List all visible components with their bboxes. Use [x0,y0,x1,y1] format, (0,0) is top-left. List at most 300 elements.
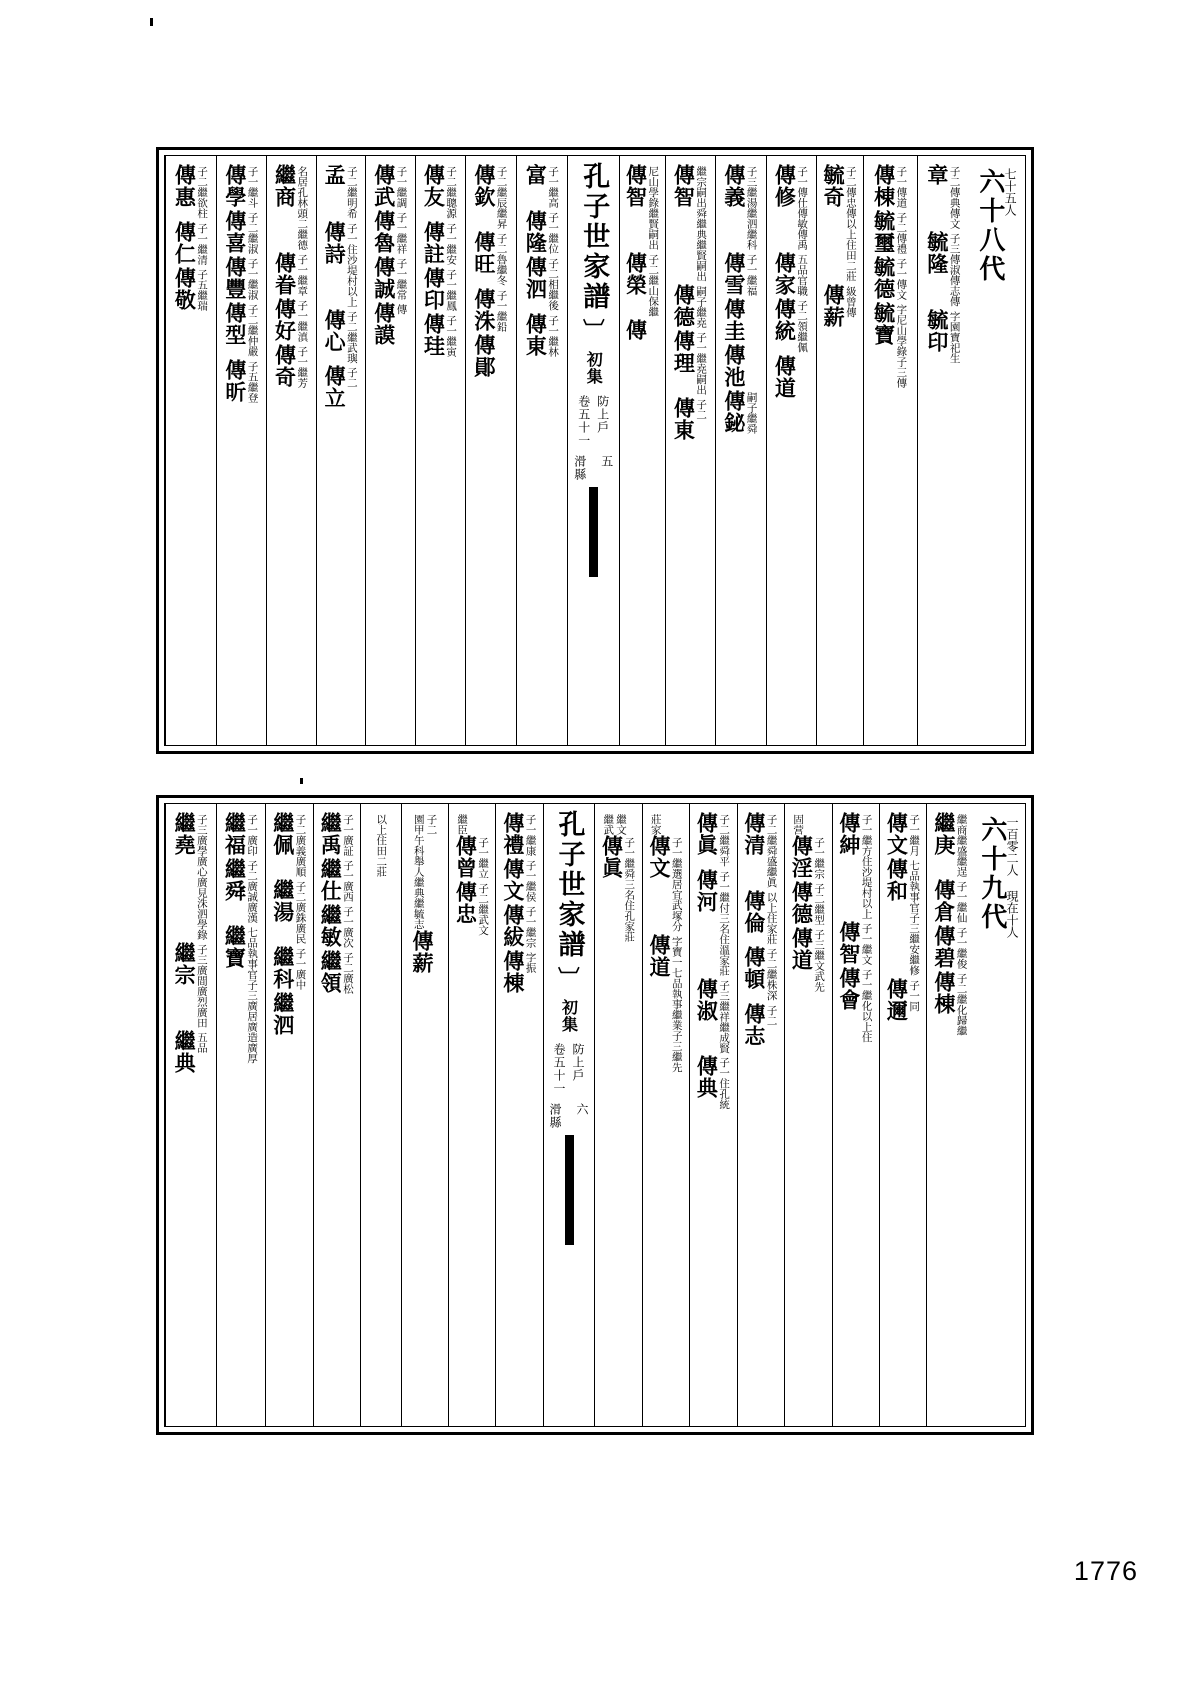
entry [886,812,920,856]
panel-top-title-column [567,156,618,745]
entry [774,355,796,399]
entry-note: 子一繼斗 [246,166,259,208]
entry-name: 傳統 [772,298,798,342]
entry-note: 子一繼福 [745,254,758,296]
entry-note: 繼武 [602,814,615,835]
entry [455,812,468,835]
entry-note: 子二繼化歸繼 [955,973,968,1036]
entry-note: 子一繼鳳 [445,268,458,311]
entry [272,164,309,250]
entry-column-16-bottom [165,804,216,1426]
entry-note: 莊家 [649,814,662,835]
entry-note: 五品 [195,1032,208,1053]
entry-column-4-top [766,156,816,745]
entry [646,933,683,1073]
entry-note: 子三廣學廣心廣見洙泗學錄 [195,814,208,940]
entry-note: 子二廣銖廣民 [294,881,307,944]
entry-note: 子一繼侯 [524,860,537,902]
entry [673,330,707,395]
entry-note: 子二繼仲嚴 [246,304,259,357]
entry-note: 子一繼祥 [395,212,408,254]
entry-column-14-bottom [265,804,312,1426]
title-rule-bar-bottom [565,1135,574,1245]
genealogy-table-panel-bottom [156,795,1034,1435]
entry-note: 子二廣義廣順 [294,814,307,877]
generation-header-column-top [970,156,1025,745]
entry-note: 子二傳典傳文 [948,166,961,229]
entry-name: 傳鄖 [471,333,497,378]
entry-column-13-bottom [313,804,360,1426]
entry-name: 傳誠 [371,256,397,300]
entry [696,978,730,1054]
entry-name: 繼宗 [172,942,198,986]
entry-note: 子二 [765,1004,778,1026]
entry [270,812,307,877]
entry-note: 子一廣中 [294,948,307,990]
entry-note: 子三廣間廣烈廣田 [195,944,208,1028]
entry [324,309,358,364]
entry [774,298,808,353]
entry [791,812,804,835]
entry-name: 傳河 [694,868,720,913]
entry-name: 傳洙 [471,287,497,332]
entry-name: 富 [523,164,549,186]
entry [525,256,559,311]
entry [224,858,258,923]
entry-name: 傳旺 [471,231,497,275]
entry-column-10-top [415,156,465,745]
entry-name: 毓隆 [924,231,950,275]
entry-name: 傳忠 [453,881,479,925]
entry [931,879,968,923]
entry-name: 傳薪 [821,283,847,328]
entry-note: 子一繼立 [477,837,490,879]
entry-note: 子一住沙堤村以上 [345,222,358,307]
entry [623,319,649,341]
entry-name: 傳東 [671,396,697,441]
entry [741,812,778,888]
entry-note: 子二 [695,398,708,420]
entry-note: 子一繼調 [395,166,408,208]
entry-name: 傳德 [789,881,815,925]
entry-name: 傳清 [741,812,767,856]
entry-note: 七品執事官子三繼安繼修 [908,860,921,976]
entry-column-6-top [665,156,715,745]
entry-name: 傳立 [322,365,348,409]
entry-note: 字寶一七品執事繼業子三繼先 [670,935,683,1072]
entry-name: 傳義 [721,164,747,208]
entry [423,267,457,311]
entry-column-5-top [715,156,766,745]
entry-note: 子一繼清 [196,222,209,265]
entry-note: 子二魯繼冬 [495,233,508,286]
entry-note: 固营 [792,814,805,835]
entry-note: 子一廣次 [341,906,354,948]
entry-name: 傳倉 [931,879,957,923]
entry [320,812,354,856]
entry-name: 繼敏 [318,904,344,948]
entry-name: 傳惠 [172,164,198,208]
entry [696,1055,730,1110]
entry [412,930,433,974]
entry-note: 字振 [524,952,537,973]
entry-note: 以上住家莊 [765,891,778,944]
entry-name: 傳註 [421,220,447,265]
entry-note: 子一繼化以上住 [860,969,873,1043]
entry-name: 傳淑 [694,977,720,1022]
entry-name: 章 [924,164,950,186]
genealogy-table-panel-top [156,147,1034,754]
entry-column-9-top [465,156,516,745]
entry-name: 傳池 [721,344,747,388]
entry [222,164,259,208]
entry-name: 傳道 [646,933,672,978]
entry-name: 繼佩 [270,812,296,856]
entry-column-9-bottom [495,804,542,1426]
registration-mark-mid [300,778,303,784]
entry-name: 傳東 [523,312,549,357]
entry-note: 子二 [345,367,358,388]
entry [270,992,296,1036]
book-title-bottom: 孔子世家譜 [553,810,585,960]
entry-name: 繼庚 [931,812,957,856]
entry [836,812,873,919]
entry-column-4-bottom [784,804,831,1426]
entry-name: 繼堯 [172,812,198,856]
book-series-top: 初集 [584,351,604,385]
entry-name: 傳敬 [172,266,198,311]
entry-name: 傳紱 [500,904,526,948]
entry-name: 繼寶 [222,925,248,969]
entry [774,252,808,296]
entry-note: 子二繼辰繼昇 [495,166,508,229]
entry [791,927,825,992]
entry [673,397,707,441]
entry [871,210,908,254]
entry-note: 子一繼滇 [296,300,309,342]
entry-column-13-top [266,156,316,745]
entry-note: 級曾傳 [844,285,857,317]
entry-column-7-top [619,156,665,745]
entry [412,812,438,930]
entry-note: 子一廣証 [341,814,354,856]
entry-name: 傳薪 [410,929,435,974]
entry [500,812,537,856]
entry-note: 嗣子繼舜 [745,392,758,434]
entry-column-2-top [863,156,916,745]
entry-note: 子一繼宗 [813,837,826,879]
entry [721,344,747,388]
entry-note: 子一繼安 [445,222,458,265]
entry-name: 傳典 [694,1055,720,1099]
entry [924,231,961,307]
entry-column-1-bottom [926,804,973,1426]
entry-name: 傳圭 [721,298,747,342]
entry [174,221,208,265]
household-label-bottom: 防上戶 [571,1043,586,1082]
entry-note: 子一繼宗 [524,906,537,948]
entry-name: 繼禹 [318,812,344,856]
book-title-top: 孔子世家譜 [578,162,610,312]
entry [721,252,758,296]
leaf-number-bottom: 六 [575,1103,590,1116]
entry [222,302,259,357]
entry-note: 子一繼芳 [296,346,309,388]
entry [455,835,489,879]
entry [371,302,408,346]
entry-note: 子二繼武文 [477,883,490,936]
entry [931,812,968,877]
generation-header-column-bottom [974,804,1025,1426]
entry-name: 傳眷 [272,252,298,296]
entry [696,812,730,867]
entry-name: 毓寶 [871,302,897,346]
entry [924,308,961,364]
entry-name: 傳榮 [623,252,649,296]
entry [222,210,259,254]
entry [324,164,358,219]
entry [871,302,908,388]
entry-note: 子二繼山保繼 [647,254,660,317]
entry-note: 子三繼文武先 [813,929,826,992]
entry-note: 子一廣西 [341,860,354,902]
entry-note: 子一繼章 [296,254,309,296]
entry-name: 傳昕 [222,358,248,403]
entry-name: 傳奇 [272,344,298,388]
entry [673,164,707,282]
entry [324,221,358,307]
entry-column-7-bottom [642,804,689,1426]
entry-name: 繼商 [272,164,298,208]
entry [500,904,537,948]
household-label-top: 防上戶 [595,395,610,434]
entry-note: 字尼山學錄子三傳 [895,304,908,388]
generation-label-bottom: 六十九代 [976,816,1007,932]
entry [272,344,309,388]
entry-note: 子一繼林 [547,314,560,357]
entry-note: 子二傳忠傳以上住田二莊 [844,166,857,282]
entry-name: 傳道 [772,354,798,399]
entry-note: 子一繼方住沙堤村以上 [860,814,873,919]
entry [525,164,559,208]
entry-note: 名居孔林頭二繼德 [296,166,309,250]
entry-note: 子三傳淑傳志傳 [948,233,961,307]
entry-note: 子一繼位 [547,212,560,254]
entry-name: 傳文 [500,858,526,902]
entry-note: 子二繼武璵 [345,310,358,363]
entry [646,835,683,932]
county-label-top: 滑縣 [572,455,587,481]
entry-name: 毓印 [924,308,950,353]
entry [423,164,457,219]
entry-column-8-bottom [594,804,641,1426]
entry-note: 子二傳禮 [895,212,908,254]
entry [836,921,873,965]
entry-name: 傳魯 [371,210,397,254]
entry-note: 子三繼祥繼成賢 [718,979,731,1053]
entry-column-2-bottom [879,804,926,1426]
entry-name: 傳雪 [721,252,747,296]
entry-note: 七品執事官子三廣居廣造廣厚 [246,927,259,1064]
entry [886,858,920,976]
entry [774,164,808,250]
entry-note: 子一繼淑 [246,258,259,300]
entry [886,978,920,1022]
entry [471,333,497,378]
entry [823,284,857,328]
entry-note: 傳 [395,304,408,315]
entry-note: 子一傳道 [895,166,908,208]
entry [649,812,662,835]
entry [174,812,208,940]
entry-column-14-top [216,156,266,745]
entry-note: 子二繼舜平 [718,814,731,867]
entry-name: 繼仕 [318,858,344,902]
entry [224,925,258,1064]
panel-bottom-inner-border [164,803,1026,1427]
entry-note: 子二相繼後 [547,258,560,311]
entry-column-1-top [917,156,970,745]
entry-name: 傳謨 [371,302,397,346]
entry [375,812,388,877]
entry-name: 毓奇 [821,164,847,208]
entry-column-15-bottom [216,804,265,1426]
entry [471,287,508,332]
panel-bottom-title-column [543,804,594,1426]
entry-name: 傳好 [272,298,298,342]
entry-name: 傳仁 [172,220,198,265]
entry-note: 子二繼株深 [765,948,778,1001]
entry-note: 子二廣松 [341,952,354,994]
entry-name: 傳棟 [871,164,897,208]
entry [272,298,309,342]
entry-name: 傳 [623,319,649,341]
entry-column-3-bottom [832,804,879,1426]
entry-name: 傳倫 [741,889,767,934]
entry-name: 傳文 [884,812,910,856]
entry [224,812,258,856]
entry [791,835,825,879]
entry-note: 子三繼湯繼泗繼科 [745,166,758,250]
entry-name: 繼領 [318,950,344,994]
leaf-number-top: 五 [599,455,614,468]
entry-name: 傳會 [836,967,862,1011]
entry [696,869,730,976]
entry-note: 子一繼付三名住溫家莊 [718,870,731,976]
entry-note: 子一繼選居宜武塚分 [670,837,683,932]
entry-name: 毓璽 [871,210,897,254]
entry-column-6-bottom [689,804,736,1426]
book-series-bottom: 初集 [559,999,579,1033]
entry-note: 子二廣誠廣漢 [246,860,259,923]
county-label-bottom: 滑縣 [548,1103,563,1129]
entry-note: 子一繼舜三名住孔家莊 [623,837,636,942]
entry-note: 子一繼仙 [955,881,968,923]
entry-name: 傳修 [772,164,798,208]
entry [525,210,559,254]
entry-note: 子五繼瑞 [196,268,209,311]
entry [270,946,307,990]
entry-note: 以上住田二莊 [375,814,388,877]
entry-note: 繼宗嗣出舜繼典繼賢嗣出 [695,166,708,282]
entry-name: 傳德 [671,283,697,328]
entry-column-11-top [365,156,415,745]
entry-note: 園甲午科舉人繼典繼毓志 [412,814,425,930]
entry-note: 子一廣印 [246,814,259,856]
entry-name: 傳禮 [500,812,526,856]
entry-note: 子二領繼佩 [796,300,809,353]
entry-note: 子一繼鉛 [495,289,508,332]
entry-column-8-top [516,156,567,745]
entry [455,881,489,936]
entry-name: 傳印 [421,266,447,311]
entry-name: 繼福 [222,812,248,856]
entry-name: 傳碧 [931,925,957,969]
entry-note: 子二繼聰源 [445,166,458,219]
volume-label-top: 卷五十一 [576,395,591,447]
entry-name: 傳紳 [836,812,862,856]
entry-name: 傳文 [646,835,672,879]
entry [924,164,961,229]
entry-name: 傳頓 [741,946,767,990]
entry-name: 傳武 [371,164,397,208]
entry [174,164,208,219]
entry-note: 子一繼堯嗣出 [695,331,708,395]
entry-note: 子一繼高 [547,166,560,208]
entry-name: 傳和 [884,858,910,902]
entry-name: 傳家 [772,252,798,296]
generation-count-top: 七十五人 [1003,168,1018,216]
panel-bottom-columns [165,804,1025,1426]
entry-note: 子一繼寅 [445,314,458,357]
entry [500,858,537,902]
entry [222,358,259,403]
entry [741,946,778,1001]
entry-name: 傳欽 [471,164,497,208]
entry-name: 傳邇 [884,977,910,1022]
entry-name: 傳道 [789,927,815,971]
entry [270,879,307,944]
entry-name: 繼舜 [222,858,248,902]
entry [174,267,208,311]
entry-name: 傳隆 [523,210,549,254]
entry [673,284,707,328]
entry-note: 子二繼舜盛繼眞 [765,814,778,888]
entry [601,812,627,835]
entry-note: 繼臣 [456,814,469,835]
entry-note: 子一繼俊 [955,927,968,969]
entry-name: 傳眞 [599,835,625,879]
entry [721,164,758,250]
entry [371,210,408,254]
entry-name: 傳曾 [453,835,479,879]
entry [931,971,968,1036]
entry-name: 傳淫 [789,835,815,879]
entry [174,942,208,1028]
entry-note: 子一繼常 [395,258,408,300]
entry-name: 傳智 [623,164,649,208]
entry [222,256,259,300]
entry-note: 子一同 [908,979,921,1011]
title-bracket-icon-bottom: 〕 [554,966,581,989]
entry-column-10-bottom [448,804,495,1426]
entry [324,365,358,409]
entry [500,950,537,994]
entry-name: 繼典 [172,1030,198,1074]
entry-name: 傳心 [322,308,348,353]
entry [471,231,508,286]
entry-name: 傳眞 [694,812,720,856]
